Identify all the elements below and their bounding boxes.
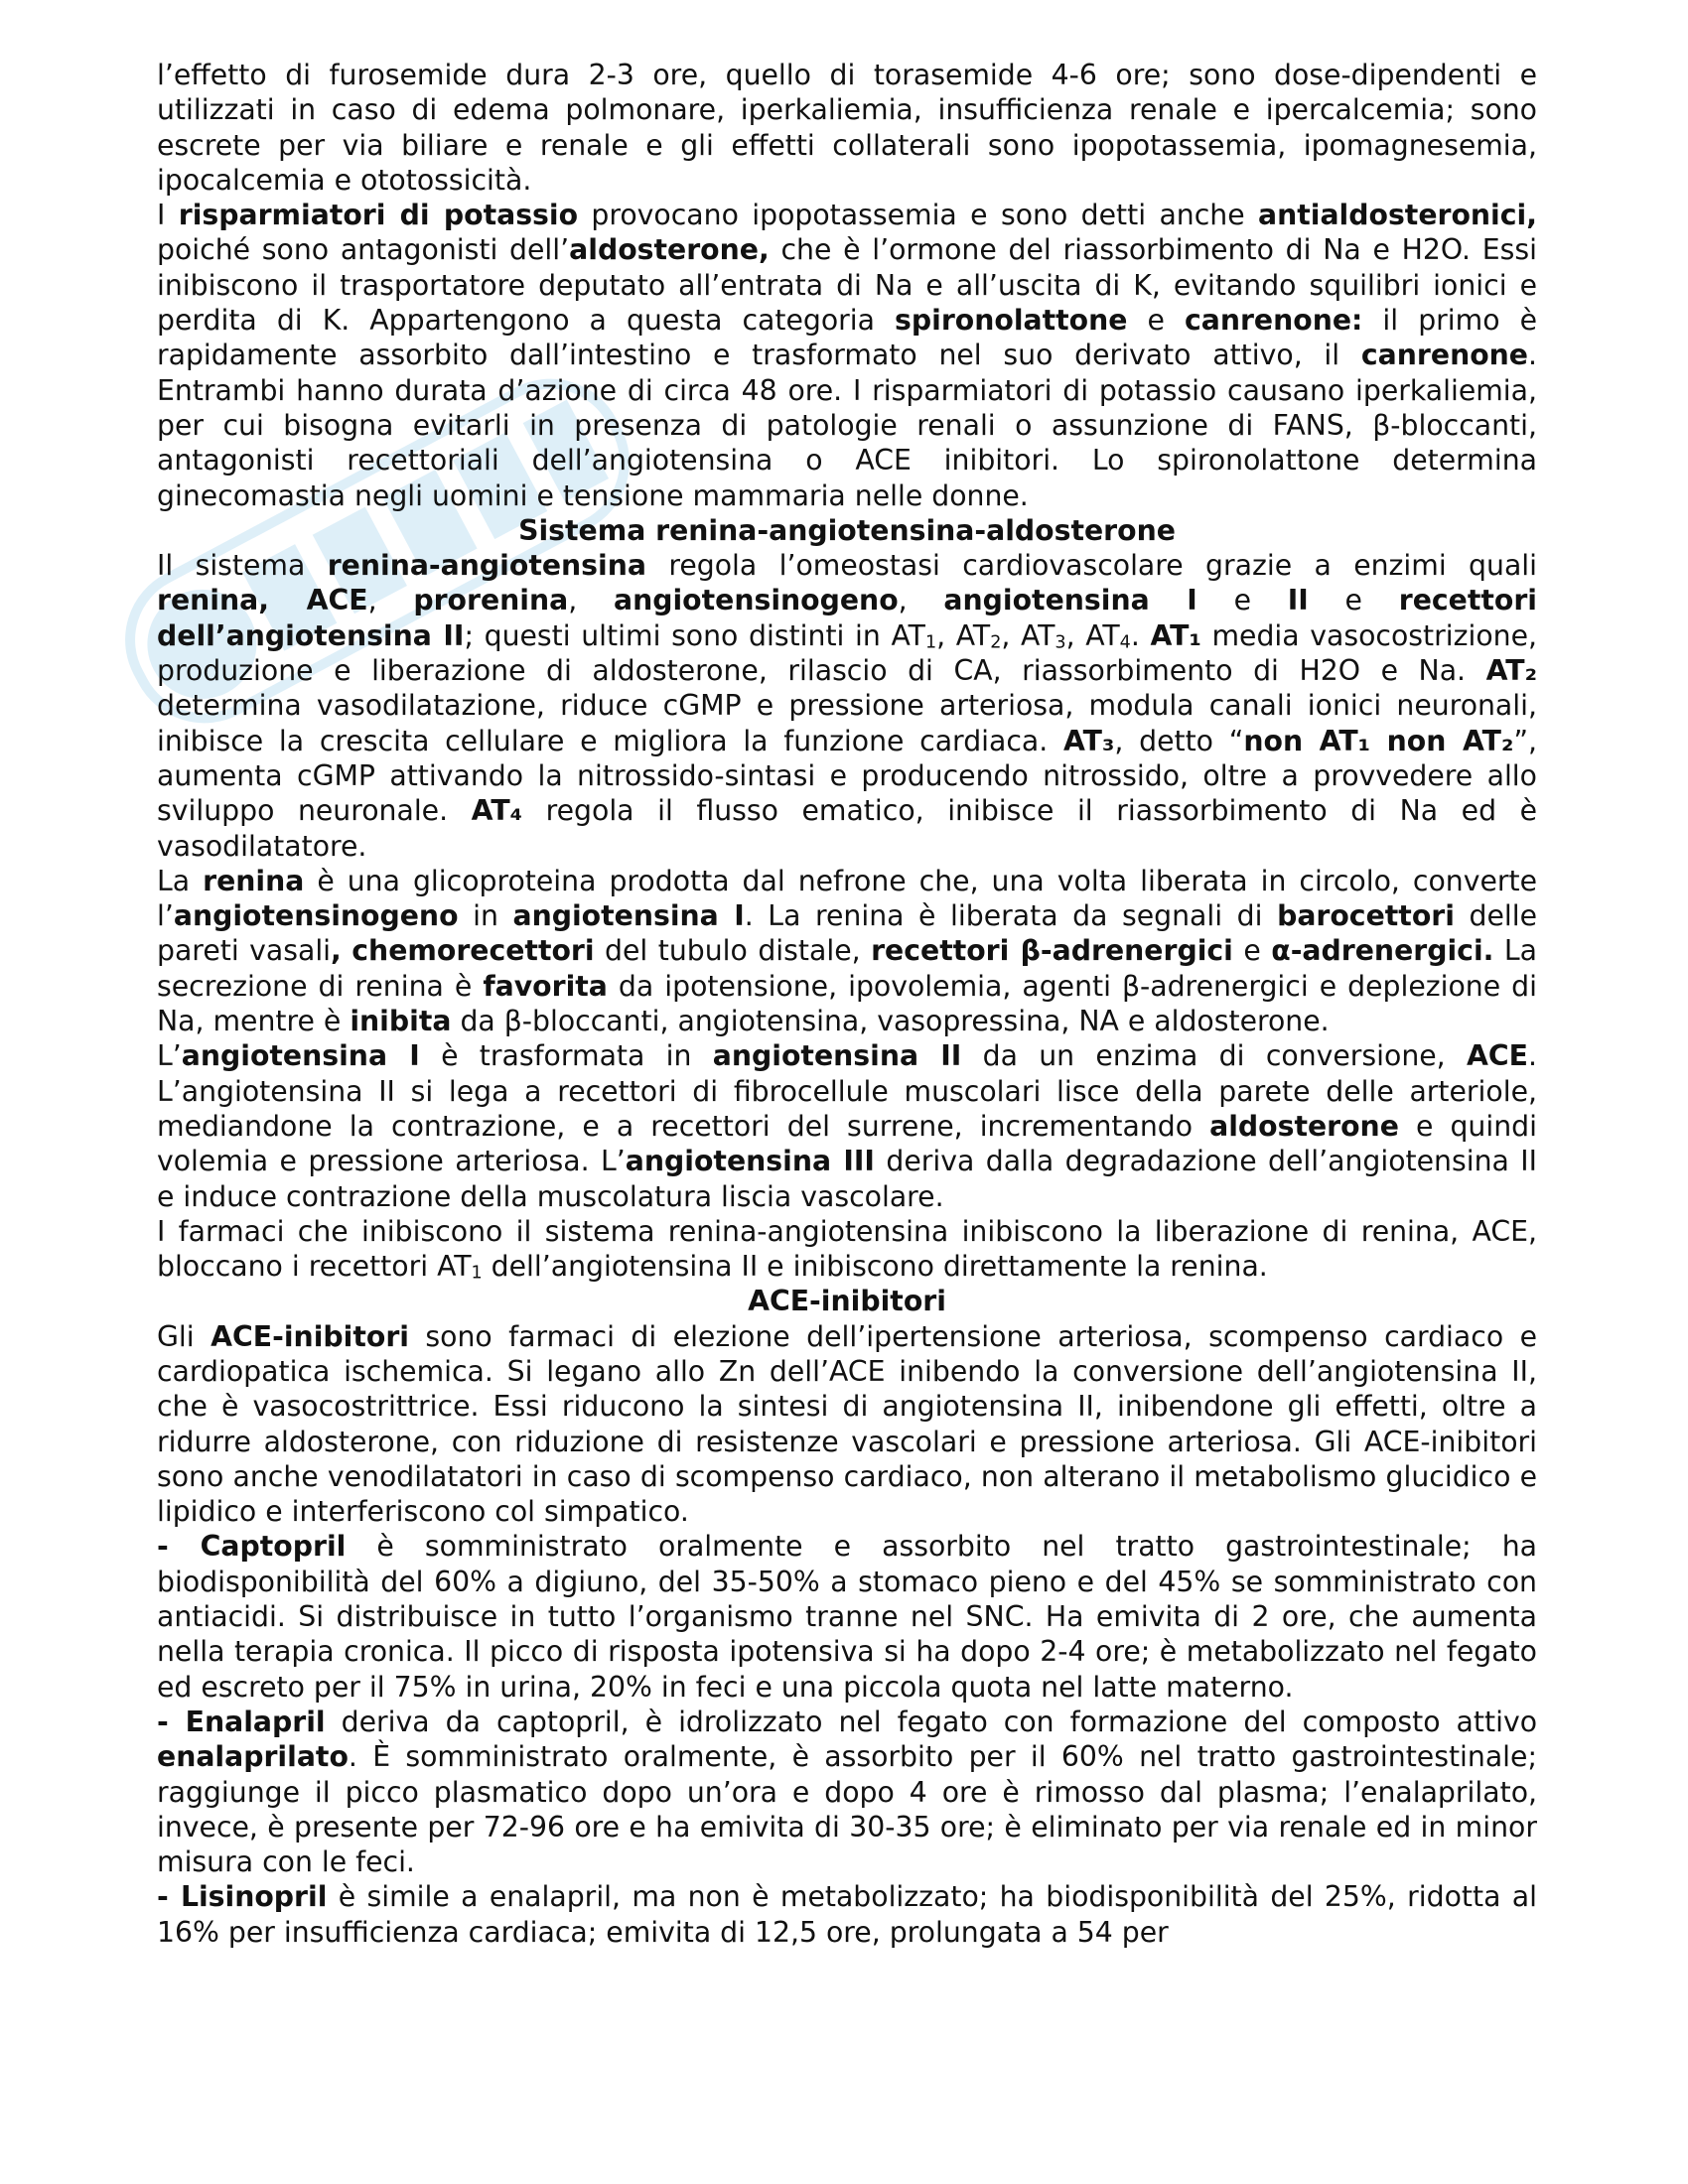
paragraph-farmaci-inibitori: I farmaci che inibiscono il sistema renina-angiotensina inibiscono la liberazione di renina, ACE, bloccano i recettori $AT_1$ dell’angiotensina II e inibiscono direttamente la renina. <box>157 1214 1537 1284</box>
paragraph-renina: La renina è una glicoproteina prodotta dal nefrone che, una volta liberata in circolo, converte l’angiotensinogeno in angiotensina I. La renina è liberata da segnali di barocettori delle pareti vasali, chemorecettori del tubulo distale, recettori β-adrenergici e α-adrenergici. La secrezione di renina è favorita da ipotensione, ipovolemia, agenti β-adrenergici e deplezione di Na, mentre è inibita da β-bloccanti, angiotensina, vasopressina, NA e aldosterone. <box>157 864 1537 1038</box>
paragraph-diuretici-ansa: l’effetto di furosemide dura 2-3 ore, quello di torasemide 4-6 ore; sono dose-dipendenti e utilizzati in caso di edema polmonare, iperkaliemia, insufficienza renale e ipercalcemia; sono escrete per via biliare e renale e gli effetti collaterali sono ipopotassemia, ipomagnesemia, ipocalcemia e ototossicità. <box>157 59 1537 197</box>
paragraph-ace-inibitori: Gli ACE-inibitori sono farmaci di elezione dell’ipertensione arteriosa, scompenso cardiaco e cardiopatica ischemica. Si legano allo Zn dell’ACE inibendo la conversione dell’angiotensina II, che è vasocostrittrice. Essi riducono la sintesi di angiotensina II, inibendone gli effetti, oltre a ridurre aldosterone, con riduzione di resistenze vascolari e pressione arteriosa. Gli ACE-inibitori sono anche venodilatatori in caso di scompenso cardiaco, non alterano il metabolismo glucidico e lipidico e interferiscono col simpatico. <box>157 1319 1537 1529</box>
paragraph-lisinopril: - Lisinopril è simile a enalapril, ma non è metabolizzato; ha biodisponibilità del 25%, ridotta al 16% per insufficienza cardiaca; emivita di 12,5 ore, prolungata a 54 per <box>157 1880 1537 1949</box>
paragraph-captopril: - Captopril è somministrato oralmente e assorbito nel tratto gastrointestinale; ha biodisponibilità del 60% a digiuno, del 35-50% a stomaco pieno e del 45% se somministrato con antiacidi. Si distribuisce in tutto l’organismo tranne nel SNC. Ha emivita di 2 ore, che aumenta nella terapia cronica. Il picco di risposta ipotensiva si ha dopo 2-4 ore; è metabolizzato nel fegato ed escreto per il 75% in urina, 20% in feci e una piccola quota nel latte materno. <box>157 1530 1537 1704</box>
paragraph-angiotensina: L’angiotensina I è trasformata in angiotensina II da un enzima di conversione, ACE. L’angiotensina II si lega a recettori di fibrocellule muscolari lisce della parete delle arteriole, mediandone la contrazione, e a recettori del surrene, incrementando aldosterone e quindi volemia e pressione arteriosa. L’angiotensina III deriva dalla degradazione dell’angiotensina II e induce contrazione della muscolatura liscia vascolare. <box>157 1039 1537 1213</box>
paragraph-risparmiatori-potassio: I risparmiatori di potassio provocano ipopotassemia e sono detti anche antialdosteronici, poiché sono antagonisti dell’aldosterone, che è l’ormone del riassorbimento di Na e H2O. Essi inibiscono il trasportatore deputato all’entrata di Na e all’uscita di K, evitando squilibri ionici e perdita di K. Appartengono a questa categoria spironolattone e canrenone: il primo è rapidamente assorbito dall’intestino e trasformato nel suo derivato attivo, il canrenone. Entrambi hanno durata d’azione di circa 48 ore. I risparmiatori di potassio causano iperkaliemia, per cui bisogna evitarli in presenza di patologie renali o assunzione di FANS, β-bloccanti, antagonisti recettoriali dell’angiotensina o ACE inibitori. Lo spironolattone determina ginecomastia negli uomini e tensione mammaria nelle donne. <box>157 199 1537 512</box>
heading-ace-inibitori: ACE-inibitori <box>748 1285 946 1318</box>
heading-sistema-renina: Sistema renina-angiotensina-aldosterone <box>518 513 1176 547</box>
document-page <box>157 58 1537 1950</box>
paragraph-enalapril: - Enalapril deriva da captopril, è idrolizzato nel fegato con formazione del composto attivo enalaprilato. È somministrato oralmente, è assorbito per il 60% nel tratto gastrointestinale; raggiunge il picco plasmatico dopo un’ora e dopo 4 ore è rimosso dal plasma; l’enalaprilato, invece, è presente per 72-96 ore e ha emivita di 30-35 ore; è eliminato per via renale ed in minor misura con le feci. <box>157 1705 1537 1879</box>
paragraph-renina-angiotensina: Il sistema renina-angiotensina regola l’omeostasi cardiovascolare grazie a enzimi quali renina, ACE, prorenina, angiotensinogeno, angiotensina I e II e recettori dell’angiotensina II; questi ultimi sono distinti in $AT_1$, $AT_2$, $AT_3$, $AT_4$. AT₁ media vasocostrizione, produzione e liberazione di aldosterone, rilascio di CA, riassorbimento di H2O e Na. AT₂ determina vasodilatazione, riduce cGMP e pressione arteriosa, modula canali ionici neuronali, inibisce la crescita cellulare e migliora la funzione cardiaca. AT₃, detto “non AT₁ non AT₂”, aumenta cGMP attivando la nitrossido-sintasi e producendo nitrossido, oltre a provvedere allo sviluppo neuronale. AT₄ regola il flusso ematico, inibisce il riassorbimento di Na ed è vasodilatatore. <box>157 549 1538 863</box>
